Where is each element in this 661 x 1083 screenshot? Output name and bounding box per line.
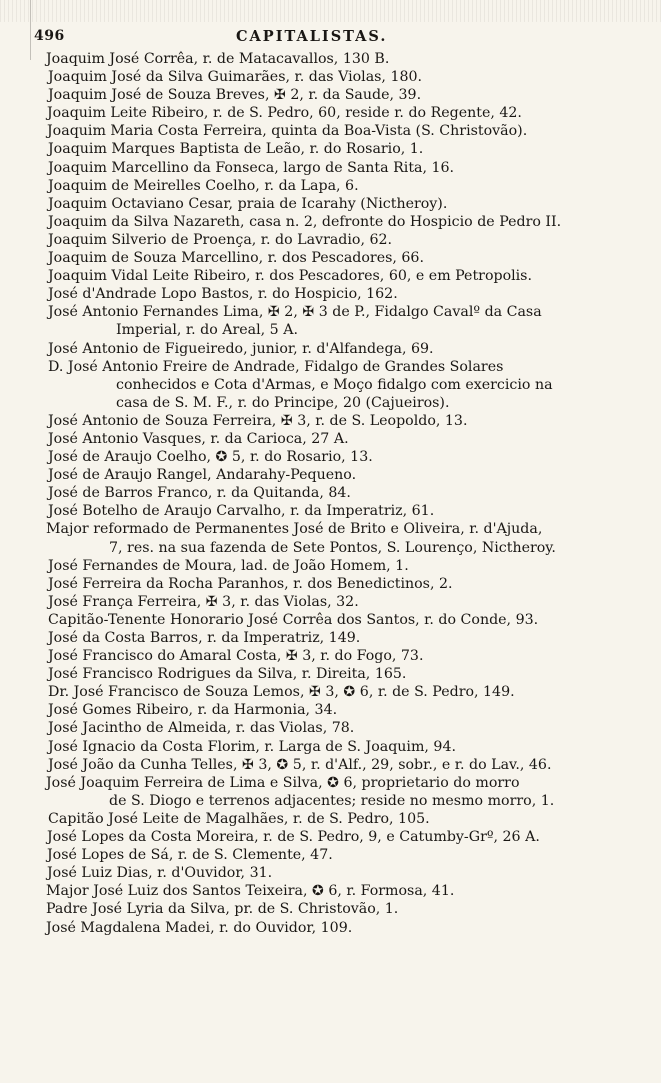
- list-item: [0, 249, 661, 267]
- entry-line: José da Costa Barros, r. da Imperatriz, 149.: [48, 630, 361, 646]
- list-item: [0, 285, 661, 303]
- entry-line: Joaquim José Corrêa, r. de Matacavallos, 130 B.: [46, 51, 390, 67]
- list-item: [0, 756, 661, 774]
- entry-line: José Gomes Ribeiro, r. da Harmonia, 34.: [48, 702, 338, 719]
- entry-line: José Luiz Dias, r. d'Ouvidor, 31.: [47, 865, 273, 882]
- entry-line: José Antonio de Souza Ferreira, ✠ 3, r. de S. Leopoldo, 13.: [48, 412, 468, 429]
- entry-continuation: Imperial, r. do Areal, 5 A.: [116, 322, 298, 339]
- entry-line: Joaquim Maria Costa Ferreira, quinta da Boa-Vista (S. Christovão).: [47, 123, 528, 140]
- list-item: [0, 484, 661, 502]
- list-item: [0, 520, 661, 556]
- list-item: [0, 466, 661, 484]
- list-item: [0, 358, 661, 412]
- entry-line: Joaquim Silverio de Proença, r. do Lavradio, 62.: [48, 231, 393, 248]
- list-item: [0, 611, 661, 629]
- list-item: [0, 50, 661, 68]
- entry-line: Joaquim Vidal Leite Ribeiro, r. dos Pescadores, 60, e em Petropolis.: [48, 268, 532, 285]
- list-item: [0, 303, 661, 339]
- entry-line: Joaquim Marques Baptista de Leão, r. do Rosario, 1.: [48, 141, 424, 158]
- entry-line: Major reformado de Permanentes José de Brito e Oliveira, r. d'Ajuda,: [46, 521, 543, 538]
- list-item: [0, 231, 661, 249]
- entry-line: José João da Cunha Telles, ✠ 3, ✪ 5, r. d'Alf., 29, sobr., e r. do Lav., 46.: [48, 756, 552, 773]
- list-item: [0, 738, 661, 756]
- entry-line: José Antonio Vasques, r. da Carioca, 27 A.: [48, 430, 349, 447]
- list-item: [0, 68, 661, 86]
- entry-line: Joaquim de Souza Marcellino, r. dos Pescadores, 66.: [48, 250, 424, 267]
- list-item: [0, 195, 661, 213]
- list-item: [0, 340, 661, 358]
- list-item: [0, 557, 661, 575]
- entry-line: D. José Antonio Freire de Andrade, Fidalgo de Grandes Solares: [48, 358, 504, 375]
- list-item: [0, 213, 661, 231]
- list-item: [0, 647, 661, 665]
- entry-line: José Jacintho de Almeida, r. das Violas, 78.: [48, 720, 355, 737]
- entry-line: José Lopes da Costa Moreira, r. de S. Pedro, 9, e Catumby-Grº, 26 A.: [47, 829, 540, 846]
- entry-line: José Lopes de Sá, r. de S. Clemente, 47.: [47, 847, 333, 864]
- list-item: [0, 828, 661, 846]
- entry-line: Joaquim José de Souza Breves, ✠ 2, r. da Saude, 39.: [48, 87, 422, 104]
- list-item: [0, 719, 661, 737]
- list-item: [0, 86, 661, 104]
- list-item: [0, 810, 661, 828]
- list-item: [0, 846, 661, 864]
- entry-line: José Botelho de Araujo Carvalho, r. da Imperatriz, 61.: [48, 503, 435, 520]
- list-item: [0, 882, 661, 900]
- page-edge-texture: [0, 0, 661, 22]
- list-item: [0, 412, 661, 430]
- entry-line: Joaquim da Silva Nazareth, casa n. 2, defronte do Hospicio de Pedro II.: [48, 213, 562, 230]
- entry-line: Joaquim Octaviano Cesar, praia de Icarahy (Nictheroy).: [48, 195, 448, 212]
- entry-line: José Joaquim Ferreira de Lima e Silva, ✪ 6, proprietario do morro: [46, 774, 520, 791]
- list-item: [0, 159, 661, 177]
- entry-list: [0, 50, 661, 937]
- entry-line: José Antonio de Figueiredo, junior, r. d'Alfandega, 69.: [48, 340, 434, 357]
- entry-line: José de Araujo Rangel, Andarahy-Pequeno.: [48, 467, 357, 484]
- entry-line: José Ignacio da Costa Florim, r. Larga de S. Joaquim, 94.: [48, 738, 456, 755]
- list-item: [0, 593, 661, 611]
- entry-line: José França Ferreira, ✠ 3, r. das Violas, 32.: [48, 593, 359, 610]
- entry-line: José d'Andrade Lopo Bastos, r. do Hospicio, 162.: [48, 286, 398, 303]
- list-item: [0, 448, 661, 466]
- list-item: [0, 701, 661, 719]
- list-item: [0, 919, 661, 937]
- list-item: [0, 683, 661, 701]
- entry-line: Capitão-Tenente Honorario José Corrêa dos Santos, r. do Conde, 93.: [48, 611, 539, 628]
- list-item: [0, 502, 661, 520]
- list-item: [0, 267, 661, 285]
- list-item: [0, 629, 661, 647]
- entry-continuation: casa de S. M. F., r. do Principe, 20 (Cajueiros).: [116, 394, 450, 411]
- list-item: [0, 140, 661, 158]
- list-item: [0, 774, 661, 810]
- entry-line: José de Araujo Coelho, ✪ 5, r. do Rosario, 13.: [48, 449, 373, 466]
- entry-line: José Antonio Fernandes Lima, ✠ 2, ✠ 3 de P., Fidalgo Cavalº da Casa: [48, 304, 542, 321]
- entry-line: José Francisco do Amaral Costa, ✠ 3, r. do Fogo, 73.: [48, 648, 424, 665]
- list-item: [0, 864, 661, 882]
- entry-line: Joaquim Leite Ribeiro, r. de S. Pedro, 60, reside r. do Regente, 42.: [47, 105, 522, 122]
- running-title: CAPITALISTAS.: [236, 28, 388, 45]
- entry-line: Major José Luiz dos Santos Teixeira, ✪ 6, r. Formosa, 41.: [46, 883, 455, 900]
- list-item: [0, 900, 661, 918]
- list-item: [0, 122, 661, 140]
- list-item: [0, 430, 661, 448]
- entry-line: Padre José Lyria da Silva, pr. de S. Christovão, 1.: [46, 901, 399, 918]
- entry-continuation: conhecidos e Cota d'Armas, e Moço fidalgo com exercicio na: [116, 376, 553, 393]
- list-item: [0, 104, 661, 122]
- entry-line: Joaquim de Meirelles Coelho, r. da Lapa, 6.: [48, 177, 359, 194]
- list-item: [0, 177, 661, 195]
- list-item: [0, 575, 661, 593]
- entry-line: Dr. José Francisco de Souza Lemos, ✠ 3, ✪ 6, r. de S. Pedro, 149.: [48, 684, 515, 701]
- entry-line: José Francisco Rodrigues da Silva, r. Direita, 165.: [48, 666, 407, 683]
- entry-continuation: 7, res. na sua fazenda de Sete Pontos, S. Lourenço, Nictheroy.: [109, 539, 556, 556]
- entry-line: José Ferreira da Rocha Paranhos, r. dos Benedictinos, 2.: [48, 575, 453, 592]
- list-item: [0, 665, 661, 683]
- entry-line: José Magdalena Madei, r. do Ouvidor, 109.: [46, 919, 353, 936]
- entry-line: José de Barros Franco, r. da Quitanda, 84.: [48, 485, 351, 502]
- entry-continuation: de S. Diogo e terrenos adjacentes; reside no mesmo morro, 1.: [109, 792, 555, 809]
- entry-line: Joaquim José da Silva Guimarães, r. das Violas, 180.: [48, 69, 423, 86]
- entry-line: Capitão José Leite de Magalhães, r. de S. Pedro, 105.: [48, 810, 430, 827]
- page-number: 496: [34, 28, 65, 44]
- entry-line: Joaquim Marcellino da Fonseca, largo de Santa Rita, 16.: [48, 159, 455, 176]
- entry-line: José Fernandes de Moura, lad. de João Homem, 1.: [48, 557, 409, 574]
